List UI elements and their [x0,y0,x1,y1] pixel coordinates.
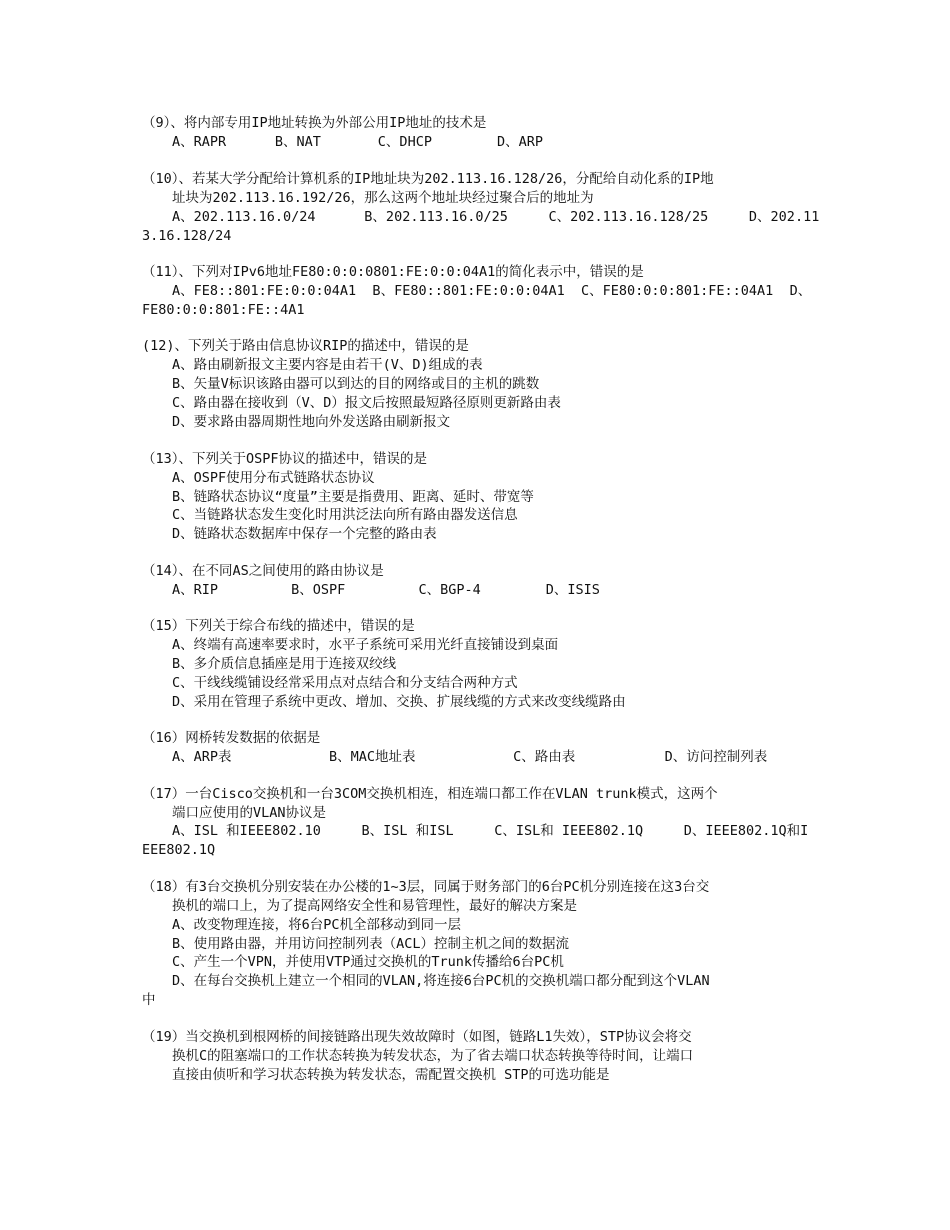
q15-option-c: C、干线线缆铺设经常采用点对点结合和分支结合两种方式 [172,675,518,691]
q15-option-d: D、采用在管理子系统中更改、增加、交换、扩展线缆的方式来改变线缆路由 [172,694,626,710]
q18-stem-cont: 换机的端口上，为了提高网络安全性和易管理性，最好的解决方案是 [172,898,577,914]
q18-option-c: C、产生一个VPN，并使用VTP通过交换机的Trunk传播给6台PC机 [172,954,564,970]
q13-option-c: C、当链路状态发生变化时用洪泛法向所有路由器发送信息 [172,507,518,523]
q18-option-b: B、使用路由器，并用访问控制列表（ACL）控制主机之间的数据流 [172,936,570,952]
q10-options: A、202.113.16.0/24 B、202.113.16.0/25 C、202.113.16.128/25 D、202.11 [172,209,820,225]
q10-stem-cont: 址块为202.113.16.192/26，那么这两个地址块经过聚合后的地址为 [172,190,594,206]
q19-stem: （19）当交换机到根网桥的间接链路出现失效故障时（如图，链路L1失效），STP协议会将交 [142,1029,692,1045]
q13-option-d: D、链路状态数据库中保存一个完整的路由表 [172,526,437,542]
q15-option-a: A、终端有高速率要求时，水平子系统可采用光纤直接铺设到桌面 [172,637,559,653]
q10-stem: （10）、若某大学分配给计算机系的IP地址块为202.113.16.128/26，分配给自动化系的IP地 [142,171,714,187]
q17-stem-cont: 端口应使用的VLAN协议是 [172,805,327,821]
q10-options-cont: 3.16.128/24 [142,228,232,244]
q13-stem: （13）、下列关于OSPF协议的描述中，错误的是 [142,451,428,467]
q17-options: A、ISL 和IEEE802.10 B、ISL 和ISL C、ISL和 IEEE802.1Q D、IEEE802.1Q和I [172,823,809,839]
q18-option-d: D、在每台交换机上建立一个相同的VLAN,将连接6台PC机的交换机端口都分配到这个VLAN [172,973,710,989]
q11-stem: （11）、下列对IPv6地址FE80:0:0:0801:FE:0:0:04A1的简化表示中，错误的是 [142,264,644,280]
q18-stem: （18）有3台交换机分别安装在办公楼的1~3层，同属于财务部门的6台PC机分别连接在这3台交 [142,879,710,895]
q12-option-b: B、矢量V标识该路由器可以到达的目的网络或目的主机的跳数 [172,376,540,392]
q15-stem: （15）下列关于综合布线的描述中，错误的是 [142,618,415,634]
q12-option-d: D、要求路由器周期性地向外发送路由刷新报文 [172,414,451,430]
q14-stem: （14）、在不同AS之间使用的路由协议是 [142,563,384,579]
q17-stem: （17）一台Cisco交换机和一台3COM交换机相连，相连端口都工作在VLAN trunk模式，这两个 [142,786,718,802]
q19-stem-cont-1: 换机C的阻塞端口的工作状态转换为转发状态，为了省去端口状态转换等待时间，让端口 [172,1048,694,1064]
q18-option-d-cont: 中 [142,992,156,1008]
q9-stem: （9）、将内部专用IP地址转换为外部公用IP地址的技术是 [142,115,487,131]
q16-options: A、ARP表 B、MAC地址表 C、路由表 D、访问控制列表 [172,749,768,765]
q19-stem-cont-2: 直接由侦听和学习状态转换为转发状态，需配置交换机 STP的可选功能是 [172,1067,610,1083]
q12-stem: (12)、下列关于路由信息协议RIP的描述中，错误的是 [142,338,469,354]
q15-option-b: B、多介质信息插座是用于连接双绞线 [172,656,397,672]
q14-options: A、RIP B、OSPF C、BGP-4 D、ISIS [172,582,600,598]
q17-options-cont: EEE802.1Q [142,842,216,858]
q13-option-a: A、OSPF使用分布式链路状态协议 [172,470,375,486]
q13-option-b: B、链路状态协议“度量”主要是指费用、距离、延时、带宽等 [172,489,534,505]
q12-option-c: C、路由器在接收到（V、D）报文后按照最短路径原则更新路由表 [172,395,561,411]
q18-option-a: A、改变物理连接，将6台PC机全部移动到同一层 [172,917,462,933]
q16-stem: （16）网桥转发数据的依据是 [142,730,321,746]
q11-options: A、FE8::801:FE:0:0:04A1 B、FE80::801:FE:0:0:04A1 C、FE80:0:0:801:FE::04A1 D、 [172,283,812,299]
q9-options: A、RAPR B、NAT C、DHCP D、ARP [172,134,543,150]
q11-options-cont: FE80:0:0:801:FE::4A1 [142,302,305,318]
q12-option-a: A、路由刷新报文主要内容是由若干(V、D)组成的表 [172,357,483,373]
